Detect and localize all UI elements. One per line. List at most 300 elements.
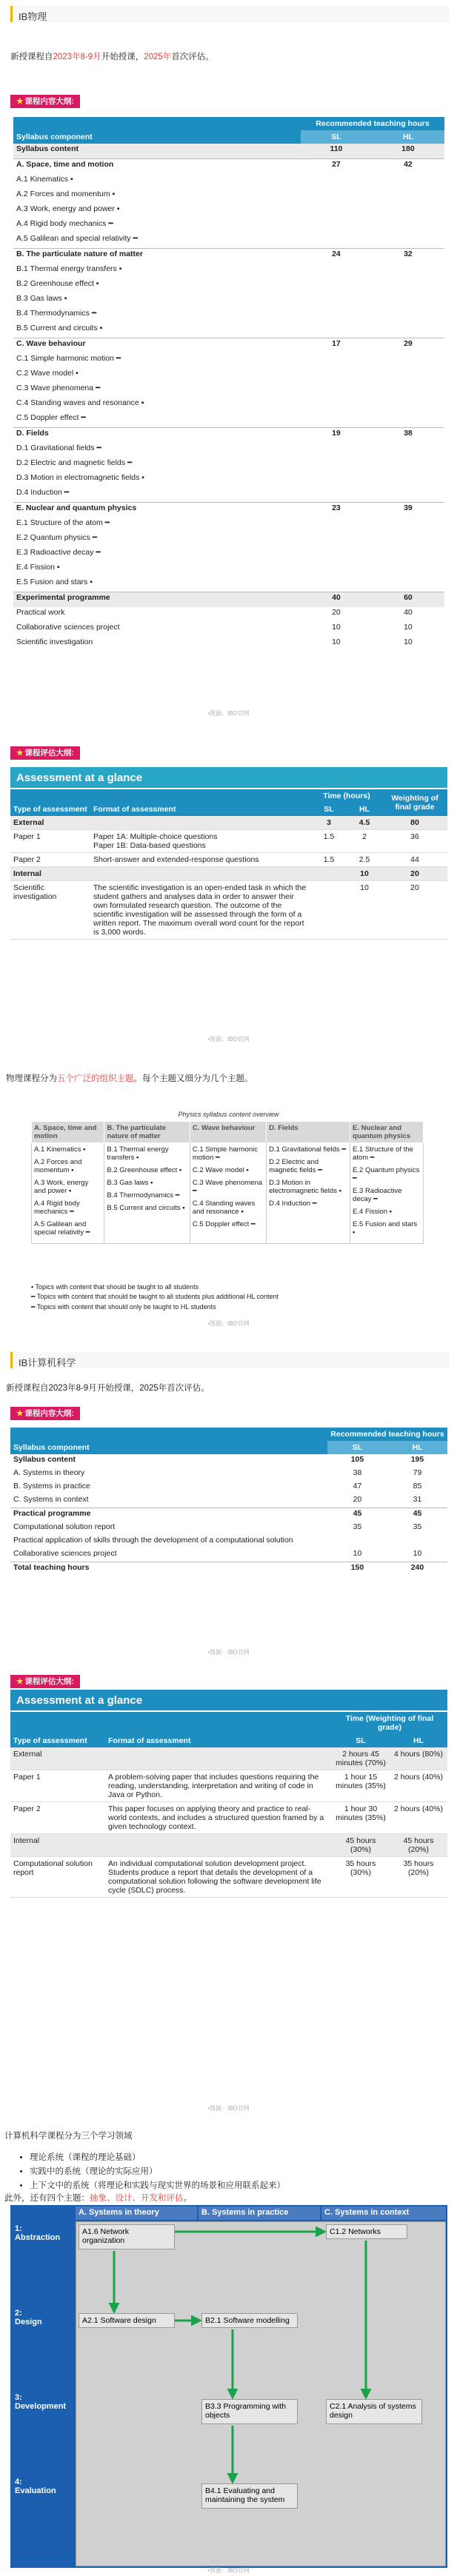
table-row [13,293,444,308]
table-row [10,1508,447,1522]
table-row [10,1481,447,1494]
table-row [13,204,444,218]
themes-prefix: 物理课程分为 [6,1074,57,1083]
overview-col [267,1143,350,1244]
assess-format: This paper focuses on applying theory and practice to real-world contexts, and includes a structured question framed by a given technology context. [105,1802,332,1834]
diagram-row-label: 2: Design [12,2306,74,2389]
row-sl [301,443,372,458]
row-label: D.2 Electric and magnetic fields ━ [16,458,133,467]
overview-legend [31,1281,278,1314]
row-label: C.3 Wave phenomena ━ [16,384,101,392]
concepts-prefix: 此外，还有四个主题： [4,2194,90,2203]
intro-suffix: 首次评估。 [171,53,214,61]
assess-label-text: 课程评估大纲: [24,1677,74,1686]
row-hl [372,218,444,233]
row-sl: 24 [301,249,372,264]
row-label: C. Wave behaviour [13,338,301,354]
table-row [13,278,444,293]
diagram-arrows [10,2205,447,2568]
row-sl: 47 [353,1482,362,1491]
row-hl: 42 [372,159,444,175]
assess-type: Scientific investigation [10,881,90,940]
table-row [10,1548,447,1562]
table-row [13,412,444,428]
row-hl [372,532,444,547]
table-row [10,816,447,830]
cs-assess-title [10,1690,447,1710]
table-row [13,532,444,547]
assess-sl [311,867,347,881]
row-label: Collaborative sciences project [16,623,120,632]
row-sl [301,233,372,249]
row-label: C. Systems in context [13,1495,89,1504]
assess-weight: 80 [382,816,447,830]
row-label: D.3 Motion in electromagnetic fields ▪ [16,473,144,482]
overview-topic: A.5 Galilean and special relativity ━ [34,1220,90,1237]
overview-topic: D.3 Motion in electromagnetic fields ▪ [269,1179,341,1195]
row-hl [372,353,444,368]
row-label: Practical programme [10,1508,327,1522]
cs-areas-list [0,2149,285,2193]
row-label: E.2 Quantum physics ━ [16,533,98,542]
row-label: E.3 Radioactive decay ━ [16,548,101,557]
assess-sl: 1 hour 15 minutes (35%) [332,1770,390,1802]
table-row [13,518,444,532]
row-hl: 10 [404,623,413,632]
row-hl: 195 [410,1455,424,1464]
caption: •图源：IBO官网 [207,710,250,717]
cs-heading-text: IB计算机科学 [19,1357,76,1368]
caption: •图源：IBO官网 [207,2105,250,2112]
cs-concepts [4,2192,441,2204]
cs-concepts-diagram [10,2205,447,2568]
assess-type: External [10,816,90,830]
caption: •图源：IBO官网 [207,1649,250,1656]
table-row [10,830,447,853]
table-row [13,428,444,444]
row-hl [372,383,444,398]
row-label: A.2 Forces and momentum ▪ [16,190,116,198]
assess-format: The scientific investigation is an open-ended task in which the student gathers and analyses data in order to answer their own formulated research question. The outcome of the scientific investigation will be assessed through the form of a written report. The maximum overall word count for the report is 3,000 words. [90,881,311,940]
physics-overview-table [31,1121,424,1244]
row-label: E.1 Structure of the atom ━ [16,518,110,527]
row-sl: 10 [332,623,341,632]
row-label: B. Systems in practice [13,1482,90,1491]
overview-topic: A.4 Rigid body mechanics ━ [34,1200,80,1216]
row-hl [372,174,444,189]
physics-assess-title [10,767,447,788]
assess-weight: 20 [382,867,447,881]
row-label: Computational solution report [13,1522,116,1531]
th-time: Time (Weighting of final grade) [332,1712,447,1734]
row-label: A. Space, time and motion [13,159,301,175]
star-icon: ★ [16,749,24,757]
assess-sl [311,881,347,940]
th-weight: Weighting of final grade [382,789,447,816]
diagram-node-a2: A2.1 Software design [79,2313,175,2328]
assess-sl: 1 hour 30 minutes (35%) [332,1802,390,1834]
row-sl: 110 [301,144,372,159]
assess-hl: 2.5 [347,853,382,867]
intro-start-date: 2023年8-9月 [53,53,101,61]
diagram-row-label: 1: Abstraction [12,2221,74,2304]
assess-format [90,867,311,881]
overview-topic: D.1 Gravitational fields ━ [269,1145,347,1154]
table-row [10,1770,447,1802]
th-format: Format of assessment [105,1712,332,1747]
table-row [13,607,444,622]
assess-weight: 36 [382,830,447,853]
row-hl [372,233,444,249]
table-row [10,1494,447,1508]
assess-hl: 10 [347,881,382,940]
row-sl [301,487,372,503]
row-hl [372,518,444,532]
assess-sl: 35 hours (30%) [332,1857,390,1898]
physics-syllabus-table [13,117,444,652]
table-row [10,1747,447,1770]
legend-item: ━ Topics with content that should only be taught to HL students [31,1303,216,1311]
overview-topic: E.5 Fusion and stars ▪ [353,1220,418,1237]
row-sl: 20 [332,608,341,617]
assess-sl: 45 hours (30%) [332,1834,390,1857]
overview-topic: C.2 Wave model ▪ [192,1166,249,1174]
overview-topic: E.3 Radioactive decay ━ [353,1187,402,1203]
th-component: Syllabus component [10,1428,327,1454]
row-label: A.5 Galilean and special relativity ━ [16,234,138,243]
assess-type: External [10,1747,105,1770]
row-label: Scientific investigation [16,638,93,646]
row-sl: 23 [301,503,372,518]
assess-hl: 2 hours (40%) [390,1770,447,1802]
table-row [13,159,444,175]
table-row [10,1857,447,1898]
row-label: Syllabus content [13,144,301,159]
caption: •图源：IBO官网 [207,1036,250,1043]
area-item: • 理论系统（课程的理论基础） [30,2151,285,2163]
table-row [10,1834,447,1857]
assess-format: Short-answer and extended-response questions [90,853,311,867]
overview-col-header: B. The particulate nature of matter [104,1122,190,1143]
overview-topic: E.2 Quantum physics ━ [353,1166,420,1182]
row-hl: 180 [372,144,444,159]
table-row [13,368,444,383]
cs-assess-label [10,1675,80,1688]
overview-col [32,1143,104,1244]
row-hl [372,443,444,458]
intro-prefix: 新授课程自 [10,53,53,61]
table-row [13,547,444,562]
overview-topic: D.4 Induction ━ [269,1200,317,1208]
row-hl [372,278,444,293]
assess-hl: 2 hours (40%) [390,1802,447,1834]
overview-col [190,1143,266,1244]
table-row [13,308,444,323]
row-hl [372,204,444,218]
th-sl: SL [311,803,347,816]
th-sl: SL [327,1441,387,1454]
content-label-text: 课程内容大纲: [24,1409,74,1418]
overview-col [104,1143,190,1244]
table-row [10,1802,447,1834]
table-row [13,592,444,608]
row-hl [372,487,444,503]
th-hl: HL [387,1441,447,1454]
row-hl [372,264,444,278]
row-label: D.1 Gravitational fields ━ [16,444,101,452]
row-hl: 60 [372,592,444,608]
row-hl [372,458,444,472]
physics-assessment-table [10,789,447,940]
table-row [13,174,444,189]
row-label: B.4 Thermodynamics ━ [16,309,97,318]
row-sl [301,577,372,592]
overview-title: Physics syllabus content overview [178,1111,279,1118]
row-sl [301,532,372,547]
assess-format [90,816,311,830]
assess-type: Internal [10,1834,105,1857]
row-hl [372,577,444,592]
assess-type: Paper 2 [10,1802,105,1834]
overview-topic: C.5 Doppler effect ━ [192,1220,256,1228]
row-hl [372,412,444,428]
row-hl: 35 [413,1522,422,1531]
th-sl: SL [301,130,372,144]
intro-assess-year: 2025年 [144,53,172,61]
table-row [13,233,444,249]
content-label-text: 课程内容大纲: [24,97,74,106]
th-type: Type of assessment [10,1712,105,1747]
table-row [10,881,447,940]
diagram-node-b3: B3.3 Programming with objects [201,2399,298,2424]
diagram-node-b4: B4.1 Evaluating and maintaining the system [201,2483,298,2509]
row-label: B.3 Gas laws ▪ [16,294,67,303]
table-row [10,1454,447,1468]
table-row [13,264,444,278]
row-sl [301,562,372,577]
row-sl [301,323,372,338]
table-row [13,622,444,637]
row-sl: 105 [350,1455,364,1464]
row-hl: 85 [413,1482,422,1491]
row-sl [301,278,372,293]
overview-topic: B.1 Thermal energy transfers ▪ [107,1145,169,1162]
th-type: Type of assessment [10,789,90,816]
row-hl [372,368,444,383]
overview-topic: E.1 Structure of the atom ━ [353,1145,413,1162]
th-format: Format of assessment [90,789,311,816]
row-label: E.5 Fusion and stars ▪ [16,578,93,586]
row-sl [301,472,372,487]
table-row [13,458,444,472]
th-component: Syllabus component [13,117,301,144]
row-label: Syllabus content [13,1455,76,1464]
row-hl: 32 [372,249,444,264]
physics-syllabus-body [13,144,444,652]
table-row [13,472,444,487]
cs-areas-intro: 计算机科学课程分为三个学习领域 [4,2132,133,2141]
legend-item: ━ Topics with content that should be taught to all students plus additional HL content [31,1293,279,1300]
row-sl [301,383,372,398]
physics-heading-text: IB物理 [19,11,47,22]
row-hl [372,562,444,577]
row-hl [372,472,444,487]
assess-format: Paper 1A: Multiple-choice questions Paper 1B: Data-based questions [90,830,311,853]
overview-topic: B.5 Current and circuits ▪ [107,1204,185,1212]
row-label: Experimental programme [13,592,301,608]
cs-content-label [10,1407,80,1420]
table-row [10,1562,447,1576]
row-label: A. Systems in theory [13,1468,85,1477]
th-time: Time (hours) [311,789,382,803]
assess-format [105,1834,332,1857]
row-hl: 10 [413,1549,422,1558]
row-label: B.1 Thermal energy transfers ▪ [16,264,122,273]
table-row [13,398,444,412]
overview-topic: B.2 Greenhouse effect ▪ [107,1166,182,1174]
row-label: A.1 Kinematics ▪ [16,175,73,184]
row-sl: 10 [332,638,341,646]
row-hl: 29 [372,338,444,354]
table-row [13,249,444,264]
table-row [13,218,444,233]
legend-item: ▪ Topics with content that should be taught to all students [31,1283,199,1291]
row-sl: 17 [301,338,372,354]
physics-assess-body [10,816,447,940]
assess-title-text: Assessment at a glance [16,1694,143,1707]
row-sl: 35 [353,1522,362,1531]
caption: •图源：IBO官网 [207,2567,250,2574]
assess-type: Computational solution report [10,1857,105,1898]
row-label: A.3 Work, energy and power ▪ [16,204,120,213]
table-row [10,1535,447,1548]
row-sl [301,458,372,472]
diagram-node-b2: B2.1 Software modelling [201,2313,298,2328]
row-sl [301,547,372,562]
row-label: C.4 Standing waves and resonance ▪ [16,398,144,407]
table-row [13,577,444,592]
row-hl: 40 [404,608,413,617]
overview-topic: C.3 Wave phenomena ━ [192,1179,263,1195]
area-item: • 实践中的系统（理论的实际应用） [30,2165,285,2177]
overview-body-row [32,1143,424,1244]
concepts-suffix: 。 [183,2194,192,2203]
overview-topic: D.2 Electric and magnetic fields ━ [269,1158,322,1174]
row-label: C.5 Doppler effect ━ [16,413,86,422]
overview-topic: C.4 Standing waves and resonance ▪ [192,1200,256,1216]
row-label: D.4 Induction ━ [16,488,70,497]
assess-hl: 10 [347,867,382,881]
assess-sl: 1.5 [311,853,347,867]
row-label: Practical work [16,608,65,617]
row-sl [301,353,372,368]
row-sl: 10 [353,1549,362,1558]
assess-hl: 4 hours (80%) [390,1747,447,1770]
row-label: Collaborative sciences project [13,1549,117,1558]
overview-topic: A.2 Forces and momentum ▪ [34,1158,82,1174]
row-label: C.2 Wave model ▪ [16,369,79,378]
row-label: Practical application of skills through the development of a computational solution [13,1536,293,1545]
table-row [13,338,444,354]
table-row [13,323,444,338]
assess-format: An individual computational solution development project. Students produce a report that details the development of a computational solution following the software development life cycle (SDLC) process. [105,1857,332,1898]
overview-topic: B.3 Gas laws ▪ [107,1179,153,1187]
row-hl [372,293,444,308]
table-row [13,443,444,458]
table-row [13,383,444,398]
row-sl: 20 [353,1495,362,1504]
themes-suffix: 。每个主题又细分为几个主题。 [133,1074,253,1083]
assess-hl: 35 hours (20%) [390,1857,447,1898]
row-label: B. The particulate nature of matter [13,249,301,264]
row-sl [301,398,372,412]
th-sl: SL [332,1734,390,1747]
row-sl [301,174,372,189]
assess-title-text: Assessment at a glance [16,772,143,784]
row-sl [301,518,372,532]
star-icon: ★ [16,1409,24,1418]
overview-topic: A.3 Work, energy and power ▪ [34,1179,89,1195]
row-sl: 150 [327,1562,387,1576]
physics-content-label [10,95,80,108]
assess-type: Paper 1 [10,1770,105,1802]
row-hl: 10 [404,638,413,646]
diagram-node-a1: A1.6 Network organization [79,2224,175,2249]
physics-intro [10,50,447,62]
caption: •图源：IBO官网 [207,1320,250,1327]
row-hl [372,398,444,412]
diagram-row-label: 4: Evaluation [12,2475,74,2566]
row-hl: 31 [413,1495,422,1504]
overview-col-header: E. Nuclear and quantum physics [350,1122,424,1143]
row-hl: 240 [387,1562,447,1576]
star-icon: ★ [16,1677,24,1686]
diagram-col-header: B. Systems in practice [199,2207,320,2220]
row-sl: 19 [301,428,372,444]
assess-hl: 4.5 [347,816,382,830]
row-label: D. Fields [13,428,301,444]
row-sl [301,293,372,308]
physics-assess-label [10,746,80,760]
row-sl [301,218,372,233]
table-row [10,867,447,881]
table-row [10,1468,447,1481]
overview-topic: E.4 Fission ▪ [353,1208,393,1216]
assess-weight: 20 [382,881,447,940]
diagram-row-label: 3: Development [12,2390,74,2473]
th-hours: Recommended teaching hours [327,1428,447,1441]
assess-format: A problem-solving paper that includes questions requiring the reading, understanding, interpretation and writing of code in Java or Python. [105,1770,332,1802]
row-sl: 40 [301,592,372,608]
intro-mid: 开始授课， [101,53,144,61]
row-sl [301,308,372,323]
overview-col-header: D. Fields [267,1122,350,1143]
assess-label-text: 课程评估大纲: [24,749,74,757]
table-row [10,853,447,867]
row-sl [301,368,372,383]
physics-themes-text [6,1072,443,1084]
row-sl: 27 [301,159,372,175]
overview-col-header: A. Space, time and motion [32,1122,104,1143]
cs-assess-body [10,1747,447,1898]
row-label: C.1 Simple harmonic motion ━ [16,354,121,363]
table-row [13,487,444,503]
row-label: B.2 Greenhouse effect ▪ [16,279,99,288]
row-label: E.4 Fission ▪ [16,563,60,572]
row-hl: 79 [413,1468,422,1477]
table-row [13,353,444,368]
assess-type: Internal [10,867,90,881]
